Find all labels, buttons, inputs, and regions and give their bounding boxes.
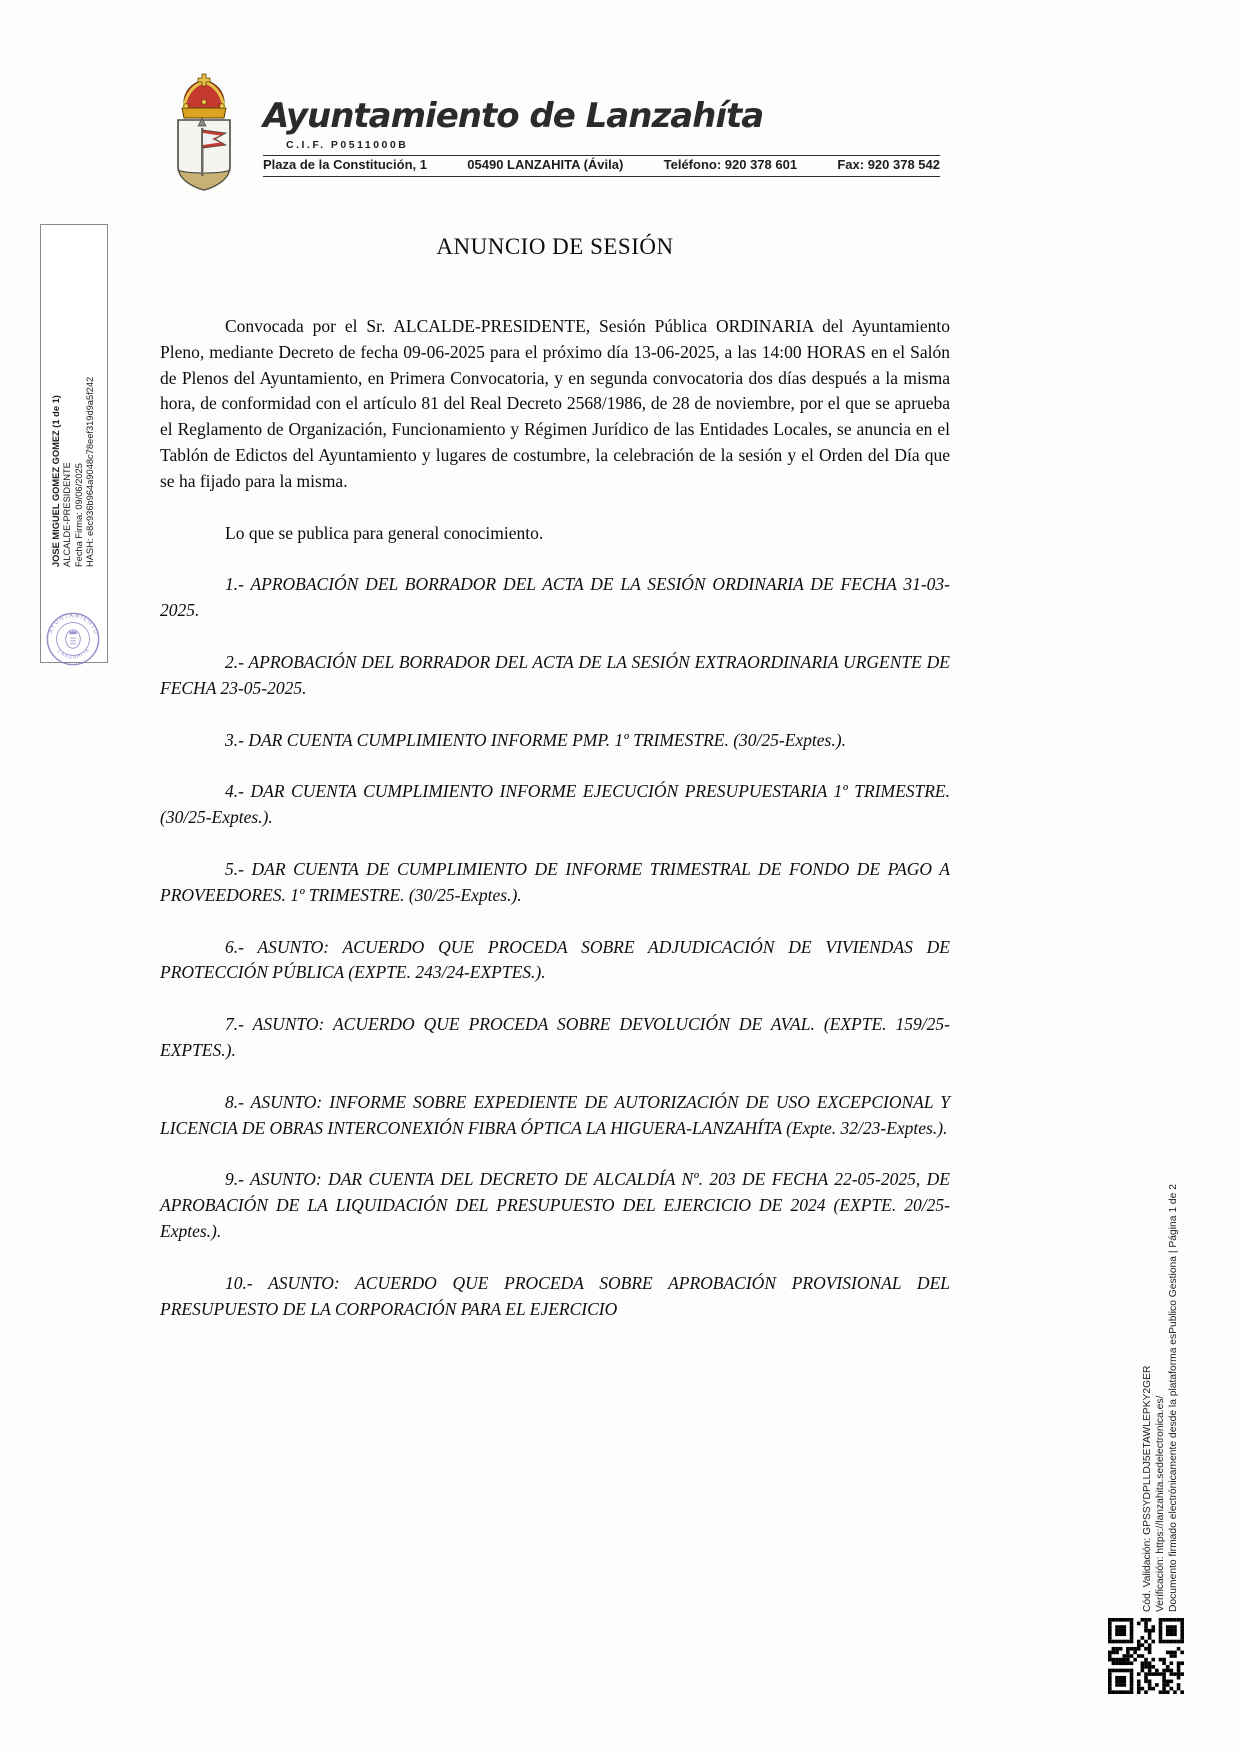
postal-city: 05490 LANZAHITA (Ávila) xyxy=(467,157,624,172)
digital-signature-text xyxy=(51,362,97,567)
intro-paragraph: Convocada por el Sr. ALCALDE-PRESIDENTE, Sesión Pública ORDINARIA del Ayuntamiento Pleno, mediante Decreto de fecha 09-06-2025 para el próximo día 13-06-2025, a las 14:00 HORAS en el Salón de Plenos del Ayuntamiento, en Primera Convocatoria, y en segunda convocatoria dos días después a la misma hora, de conformidad con el artículo 81 del Real Decreto 2568/1986, de 28 de noviembre, por el que se aprueba el Reglamento de Organización, Funcionamiento y Régimen Jurídico de las Entidades Locales, se anuncia en el Tablón de Edictos del Ayuntamiento y lugares de costumbre, la celebración de la sesión y el Orden del Día que se ha fijado para la misma. xyxy=(160,316,950,491)
signature-hash: HASH: e8c936b964a9048c78eef319d9a5f242 xyxy=(85,376,96,567)
validation-code: Cód. Validación: GPSSYDPLLDJ5ETAWLEPKY2GER xyxy=(1142,1365,1153,1612)
agenda-item-2: 2.- APROBACIÓN DEL BORRADOR DEL ACTA DE LA SESIÓN EXTRAORDINARIA URGENTE DE FECHA 23-05-2025. xyxy=(160,651,950,698)
agenda-item-10: 10.- ASUNTO: ACUERDO QUE PROCEDA SOBRE APROBACIÓN PROVISIONAL DEL PRESUPUESTO DE LA CORPORACIÓN PARA EL EJERCICIO xyxy=(160,1272,950,1319)
phone-number: Teléfono: 920 378 601 xyxy=(663,157,798,172)
signature-date: Fecha Firma: 09/06/2025 xyxy=(73,463,84,567)
page-title: ANUNCIO DE SESIÓN xyxy=(436,234,674,259)
cif-number: C.I.F. P0511000B xyxy=(286,139,409,151)
street-address: Plaza de la Constitución, 1 xyxy=(263,157,427,172)
header-contact-row xyxy=(263,157,940,172)
municipal-stamp-icon xyxy=(44,610,102,668)
validation-footer xyxy=(1142,1144,1180,1612)
fax-number: Fax: 920 378 542 xyxy=(837,157,940,172)
agenda-item-5: 5.- DAR CUENTA DE CUMPLIMIENTO DE INFORME TRIMESTRAL DE FONDO DE PAGO A PROVEEDORES. 1º TRIMESTRE. (30/25-Exptes.). xyxy=(160,858,950,905)
coat-of-arms-icon xyxy=(168,70,240,192)
document-body xyxy=(160,234,950,1348)
crown-icon xyxy=(182,74,226,118)
shield-icon xyxy=(178,118,230,190)
agenda-item-3: 3.- DAR CUENTA CUMPLIMIENTO INFORME PMP. 1º TRIMESTRE. (30/25-Exptes.). xyxy=(225,729,846,750)
verification-url: Verificación: https://lanzahita.sedelectronica.es/ xyxy=(1154,1395,1166,1612)
agenda-item-9: 9.- ASUNTO: DAR CUENTA DEL DECRETO DE ALCALDÍA Nº. 203 DE FECHA 22-05-2025, DE APROBACIÓN DE LA LIQUIDACIÓN DEL PRESUPUESTO DEL EJERCICIO DE 2024 (EXPTE. 20/25-Exptes.). xyxy=(160,1169,950,1241)
signer-name: JOSE MIGUEL GOMEZ GOMEZ (1 de 1) xyxy=(51,395,61,567)
agenda-item-8: 8.- ASUNTO: INFORME SOBRE EXPEDIENTE DE AUTORIZACIÓN DE USO EXCEPCIONAL Y LICENCIA DE OBRAS INTERCONEXIÓN FIBRA ÓPTICA LA HIGUERA-LANZAHÍTA (Expte. 32/23-Exptes.). xyxy=(160,1091,950,1138)
agenda-item-1: 1.- APROBACIÓN DEL BORRADOR DEL ACTA DE LA SESIÓN ORDINARIA DE FECHA 31-03-2025. xyxy=(160,574,950,621)
publication-note: Lo que se publica para general conocimiento. xyxy=(225,522,544,543)
header-divider-top xyxy=(263,155,940,156)
header-divider-bottom xyxy=(263,176,940,177)
agenda-item-7: 7.- ASUNTO: ACUERDO QUE PROCEDA SOBRE DEVOLUCIÓN DE AVAL. (EXPTE. 159/25-EXPTES.). xyxy=(160,1014,950,1060)
municipality-name: Ayuntamiento de Lanzahíta xyxy=(263,96,764,136)
stamp-text-bottom: LANZAHITA xyxy=(56,646,92,661)
qr-code xyxy=(1108,1618,1184,1694)
agenda-item-6: 6.- ASUNTO: ACUERDO QUE PROCEDA SOBRE ADJUDICACIÓN DE VIVIENDAS DE PROTECCIÓN PÚBLICA (EXPTE. 243/24-EXPTES.). xyxy=(160,936,950,983)
signer-role: ALCALDE-PRESIDENTE xyxy=(62,462,73,567)
signed-platform-note: Documento firmado electrónicamente desde la plataforma esPublico Gestiona | Página 1 de 2 xyxy=(1167,1184,1179,1612)
agenda-item-4: 4.- DAR CUENTA CUMPLIMIENTO INFORME EJECUCIÓN PRESUPUESTARIA 1º TRIMESTRE. (30/25-Exptes.). xyxy=(160,781,950,828)
svg-text:LANZAHITA xyxy=(56,647,91,661)
stamp-text-top: AYUNTAMIENTO xyxy=(48,613,99,637)
